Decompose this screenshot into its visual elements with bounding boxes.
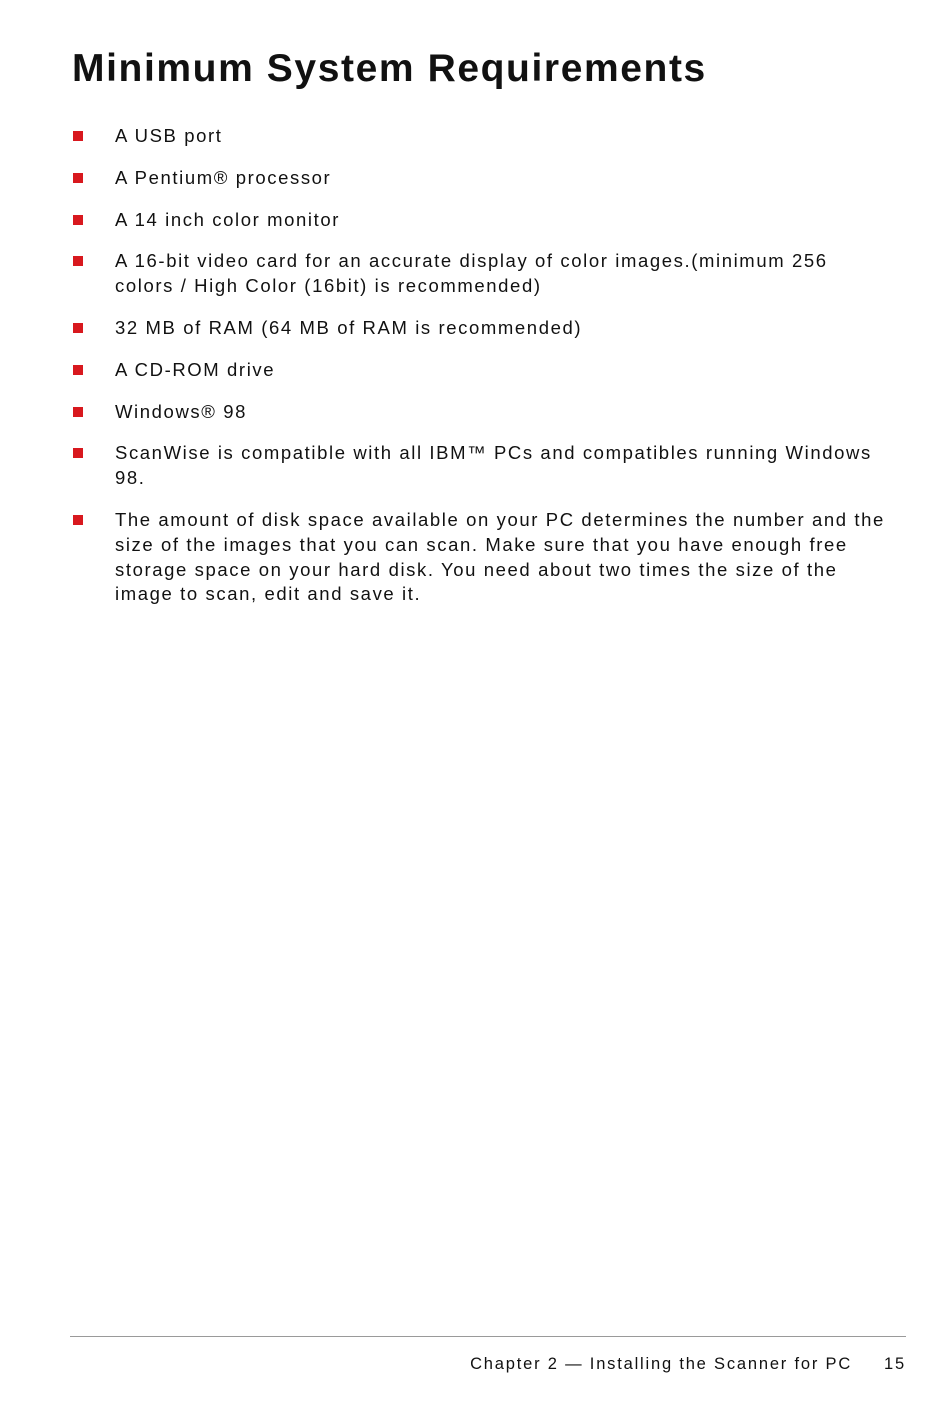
requirement-item bbox=[72, 316, 892, 341]
requirement-item bbox=[72, 358, 892, 383]
requirement-item bbox=[72, 208, 892, 233]
page-footer bbox=[70, 1353, 906, 1375]
requirement-text: The amount of disk space available on your PC determines the number and the size of the images that you can scan. Make sure that you have enough free storage space on your hard disk. You need about two times the size of the image to scan, edit and save it. bbox=[115, 508, 885, 605]
requirement-text: Windows® 98 bbox=[115, 400, 247, 422]
requirement-item bbox=[72, 400, 892, 425]
page-number: 15 bbox=[884, 1355, 906, 1373]
red-square-bullet-icon bbox=[73, 173, 83, 183]
red-square-bullet-icon bbox=[73, 215, 83, 225]
page-title: Minimum System Requirements bbox=[72, 47, 707, 90]
red-square-bullet-icon bbox=[73, 407, 83, 417]
requirement-text: 32 MB of RAM (64 MB of RAM is recommended) bbox=[115, 316, 583, 338]
red-square-bullet-icon bbox=[73, 365, 83, 375]
red-square-bullet-icon bbox=[73, 256, 83, 266]
requirement-item bbox=[72, 166, 892, 191]
requirement-text: A 14 inch color monitor bbox=[115, 208, 340, 230]
requirement-item bbox=[72, 508, 892, 607]
requirement-text: ScanWise is compatible with all IBM™ PCs and compatibles running Windows 98. bbox=[115, 442, 872, 489]
requirement-text: A 16-bit video card for an accurate display of color images.(minimum 256 colors / High Color (16bit) is recommended) bbox=[115, 250, 828, 297]
footer-divider bbox=[70, 1336, 906, 1337]
requirements-list bbox=[72, 124, 892, 624]
requirement-item bbox=[72, 441, 892, 491]
red-square-bullet-icon bbox=[73, 131, 83, 141]
requirement-text: A USB port bbox=[115, 125, 223, 146]
requirement-item bbox=[72, 249, 892, 299]
requirement-text: A Pentium® processor bbox=[115, 166, 332, 188]
red-square-bullet-icon bbox=[73, 448, 83, 458]
footer-chapter-title: Chapter 2 — Installing the Scanner for PC bbox=[470, 1355, 853, 1373]
requirement-text: A CD-ROM drive bbox=[115, 358, 276, 380]
requirement-item bbox=[72, 124, 892, 149]
red-square-bullet-icon bbox=[73, 515, 83, 525]
red-square-bullet-icon bbox=[73, 323, 83, 333]
